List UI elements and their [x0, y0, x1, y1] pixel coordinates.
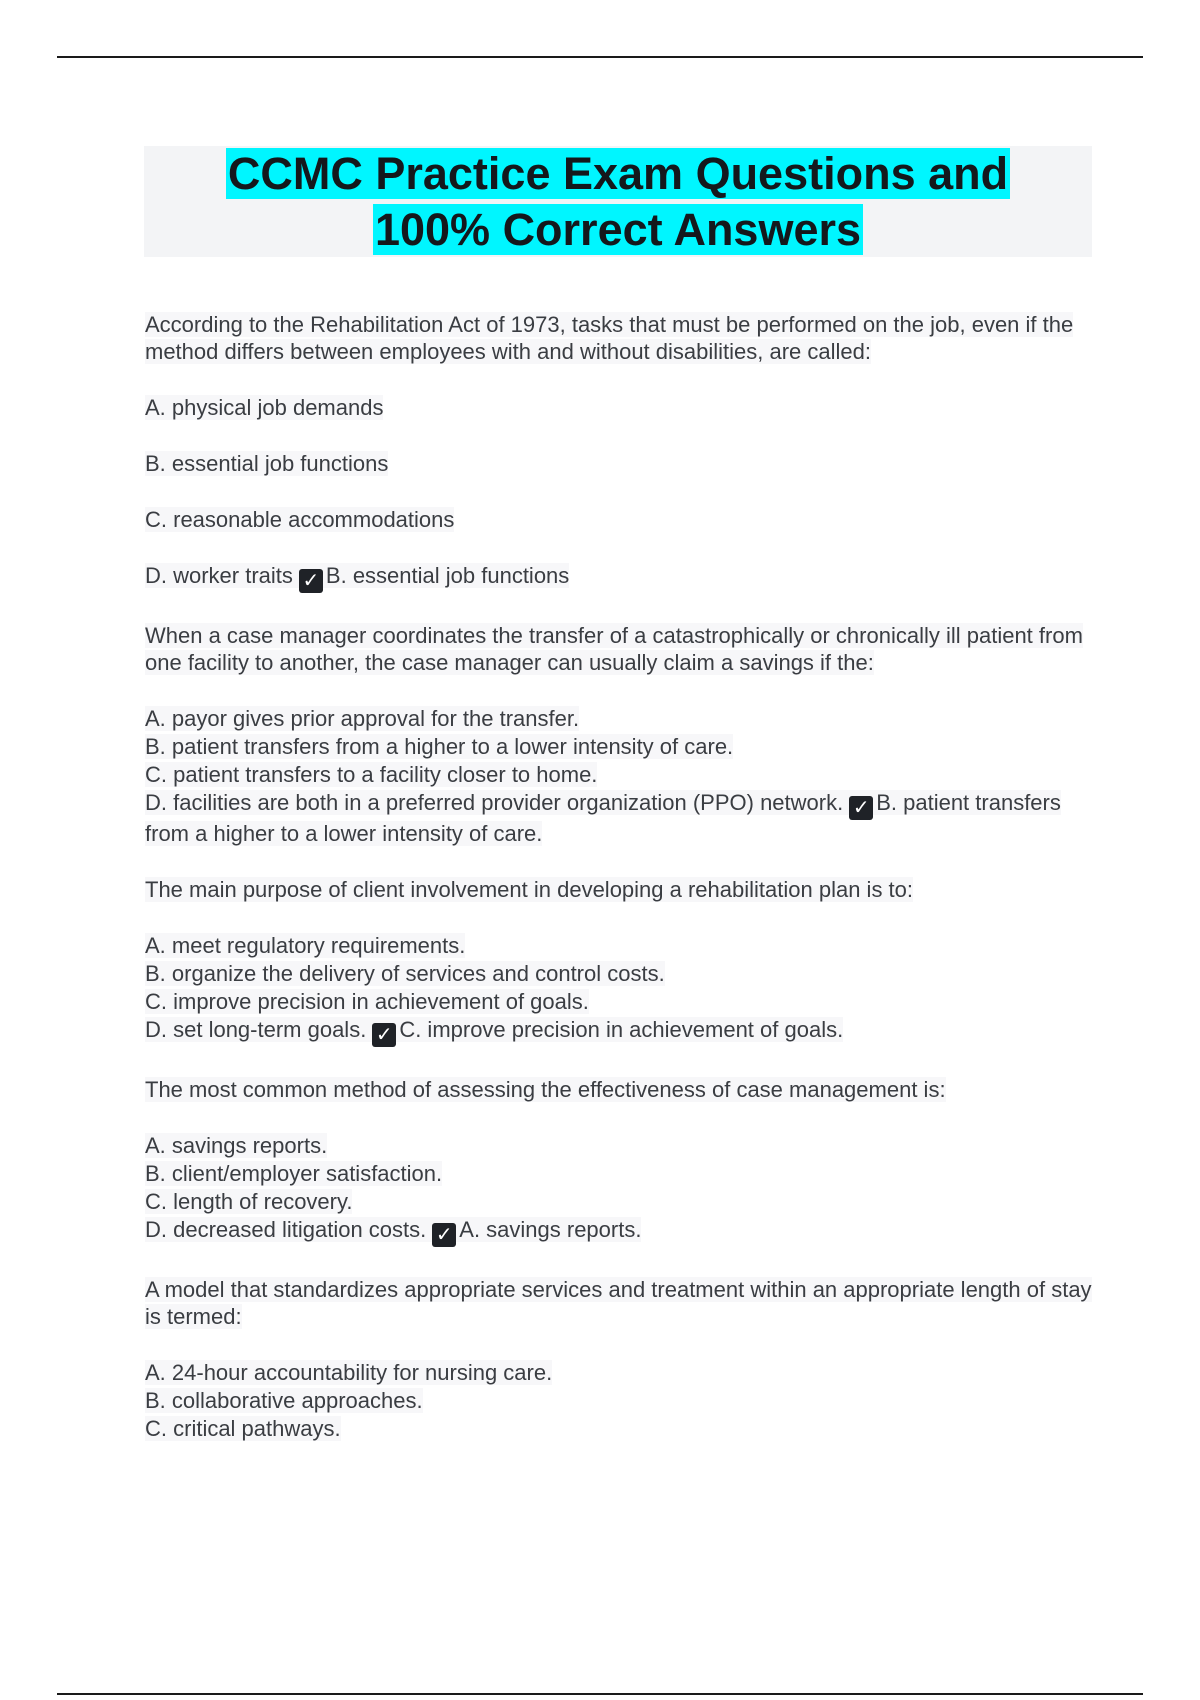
correct-answer: A. savings reports.: [459, 1217, 642, 1242]
checkmark-icon: ✓: [849, 796, 873, 820]
option-a: A. 24-hour accountability for nursing care.: [145, 1360, 553, 1385]
option-c: C. patient transfers to a facility closer to home.: [145, 762, 598, 787]
checkmark-icon: ✓: [299, 569, 323, 593]
question-text: The main purpose of client involvement in developing a rehabilitation plan is to:: [145, 877, 914, 902]
document-title-line-1: CCMC Practice Exam Questions and: [227, 148, 1009, 199]
option-a: A. meet regulatory requirements.: [145, 933, 466, 958]
question-text: According to the Rehabilitation Act of 1973, tasks that must be performed on the job, even if the method differs between employees with and without disabilities, are called:: [145, 312, 1074, 364]
option-c: C. reasonable accommodations: [145, 507, 455, 532]
option-d: D. set long-term goals. ✓ C. improve precision in achievement of goals.: [145, 1017, 844, 1046]
option-c: C. length of recovery.: [145, 1189, 353, 1214]
option-a: A. payor gives prior approval for the transfer.: [145, 706, 580, 731]
option-b: B. client/employer satisfaction.: [145, 1161, 443, 1186]
option-a: A. savings reports.: [145, 1133, 328, 1158]
option-b: B. organize the delivery of services and control costs.: [145, 961, 665, 986]
option-b: B. collaborative approaches.: [145, 1388, 423, 1413]
option-c: C. improve precision in achievement of goals.: [145, 989, 589, 1014]
question-text: The most common method of assessing the effectiveness of case management is:: [145, 1077, 946, 1102]
option-d: D. facilities are both in a preferred provider organization (PPO) network. ✓ B. patient transfers from a higher to a lower intensity of care.: [145, 790, 1061, 846]
option-b: B. patient transfers from a higher to a lower intensity of care.: [145, 734, 734, 759]
question-3: [145, 876, 1105, 1047]
title-block: [144, 146, 1092, 257]
option-b: B. essential job functions: [145, 451, 389, 476]
option-d: D. decreased litigation costs. ✓ A. savings reports.: [145, 1217, 642, 1246]
option-d: D. worker traits ✓ B. essential job functions: [145, 563, 570, 592]
question-5: [145, 1276, 1105, 1442]
checkmark-icon: ✓: [372, 1023, 396, 1047]
document-title-line-2: 100% Correct Answers: [374, 204, 862, 255]
question-text: A model that standardizes appropriate services and treatment within an appropriate length of stay is termed:: [145, 1277, 1092, 1329]
question-4: [145, 1076, 1105, 1247]
question-2: [145, 622, 1105, 847]
correct-answer: C. improve precision in achievement of goals.: [399, 1017, 844, 1042]
correct-answer: B. essential job functions: [325, 563, 570, 588]
correct-answer: B. patient transfers from a higher to a lower intensity of care.: [145, 790, 1061, 846]
footer-rule: [57, 1693, 1143, 1695]
question-text: When a case manager coordinates the transfer of a catastrophically or chronically ill patient from one facility to another, the case manager can usually claim a savings if the:: [145, 623, 1083, 675]
questions-list: [145, 311, 1105, 1443]
checkmark-icon: ✓: [432, 1223, 456, 1247]
option-c: C. critical pathways.: [145, 1416, 341, 1441]
question-1: [145, 311, 1105, 593]
option-a: A. physical job demands: [145, 395, 384, 420]
header-rule: [57, 56, 1143, 58]
